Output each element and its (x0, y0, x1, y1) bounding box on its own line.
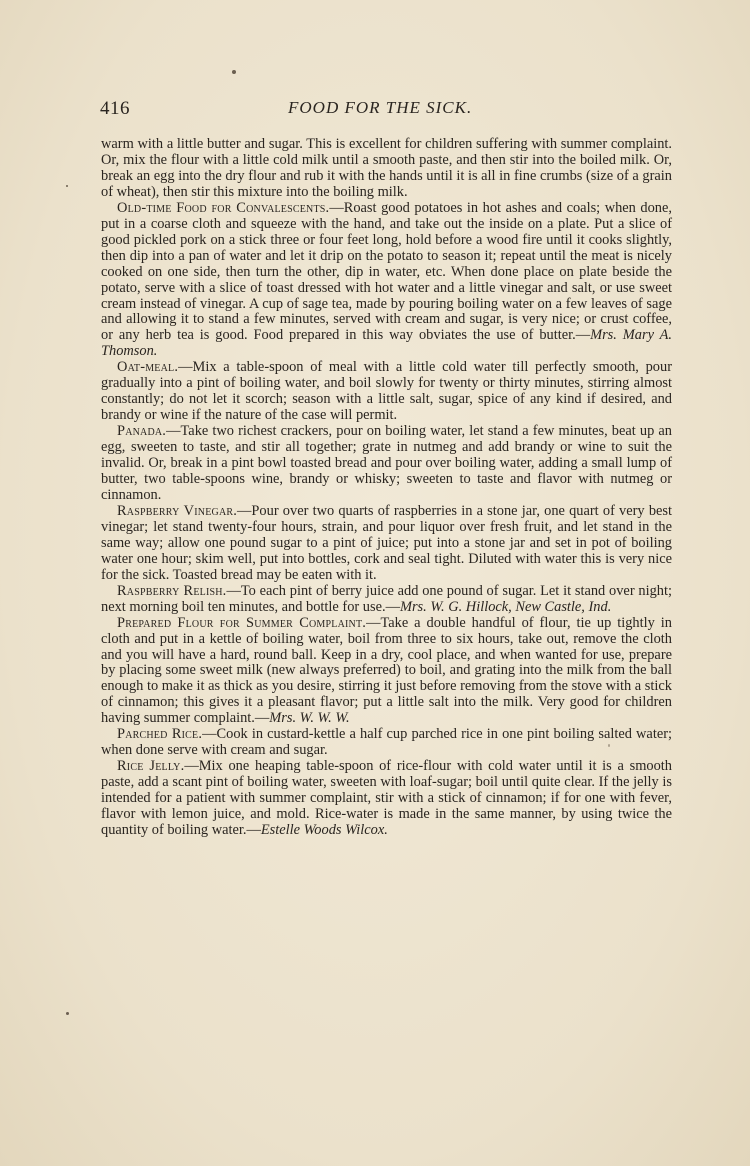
recipe-parched-rice (101, 727, 672, 759)
recipe-text: —Mix one heaping table-spoon of rice-flour with cold water until it is a smooth paste, add a scant pint of boiling water, sweeten with loaf-sugar; boil until quite clear. If the jelly is intended for a patient with summer complaint, stir with a stick of cinnamon; if for one with fever, flavor with lemon juice, and mold. Rice-water is made in the same manner, by using twice the quantity of boiling water.— (101, 758, 672, 838)
recipe-heading: Panada. (117, 423, 167, 440)
recipe-rice-jelly (101, 759, 672, 839)
recipe-text: —Take a double handful of flour, tie up tightly in cloth and put in a kettle of boiling water, boil from three to six hours, take out, remove the cloth and you will have a hard, round ball. Keep in a dry, cool place, and when wanted for use, prepare by placing some sweet milk (new always preferred) to boil, and grating into the milk from the ball enough to make it as thick as you desire, stirring it just before removing from the stove with a stick of cinnamon; this gives it a pleasant flavor; put a little salt into the milk. Very good for children having summer complaint.— (101, 614, 672, 727)
recipe-text: —To each pint of berry juice add one pound of sugar. Let it stand over night; next morning boil ten minutes, and bottle for use.— (101, 582, 672, 615)
running-title: FOOD FOR THE SICK. (288, 98, 473, 117)
recipe-author: Mrs. Mary A. Thomson. (101, 327, 672, 360)
recipe-oat-meal (101, 360, 672, 424)
recipe-author: Estelle Woods Wilcox. (260, 821, 388, 838)
recipe-panada (101, 424, 672, 504)
recipe-raspberry-vinegar (101, 504, 672, 584)
recipe-text: —Mix a table-spoon of meal with a little cold water till perfectly smooth, pour gradually into a pint of boiling water, and boil slowly for twenty or thirty minutes, stirring almost constantly; do not let it scorch; season with a little salt, sugar, spice of any kind if desired, and brandy or wine if the nature of the case will permit. (101, 359, 672, 424)
paper-speck (66, 1012, 69, 1015)
recipe-text: —Cook in custard-kettle a half cup parched rice in one pint boiling salted water; when done serve with cream and sugar. (101, 726, 672, 759)
page-header (100, 98, 672, 122)
page-number: 416 (100, 98, 130, 119)
recipe-heading: Rice Jelly. (117, 758, 185, 775)
recipe-text: —Pour over two quarts of raspberries in a stone jar, one quart of very best vinegar; let stand twenty-four hours, strain, and pour liquor over fresh fruit, and let stand in the same way; allow one pound sugar to a pint of juice; put into a stone jar and set in pot of boiling water one hour; skim well, put into bottles, cork and seal tight. Diluted with water this is very nice for the sick. Toasted bread may be eaten with it. (101, 502, 672, 583)
paragraph-continuation (101, 137, 672, 201)
paper-speck (66, 185, 68, 187)
recipe-author: Mrs. W. G. Hillock, New Castle, Ind. (399, 598, 612, 615)
recipe-heading: Parched Rice. (117, 726, 203, 743)
recipe-heading: Prepared Flour for Summer Complaint. (117, 614, 367, 631)
body-text (101, 137, 672, 839)
paper-speck (232, 70, 236, 74)
recipe-raspberry-relish (101, 584, 672, 616)
recipe-author: Mrs. W. W. W. (269, 710, 350, 727)
recipe-heading: Raspberry Relish. (117, 582, 227, 599)
recipe-prepared-flour (101, 616, 672, 728)
recipe-old-time-food (101, 201, 672, 361)
recipe-text: —Roast good potatoes in hot ashes and coals; when done, put in a coarse cloth and squeeze with the hand, and take out the inside on a plate. Put a slice of good pickled pork on a stick three or four feet long, hold before a wood fire until it cooks slightly, then dip into a pan of water and let it drip on the potato to season it; repeat until the meat is nicely cooked on one side, then turn the other, dip in water, etc. When done place on plate beside the potato, serve with a slice of toast dressed with hot water and a little vinegar and salt, or use sweet cream instead of vinegar. A cup of sage tea, made by pouring boiling water on a few leaves of sage and allowing it to stand a few minutes, served with cream and sugar, is very nice; or crust coffee, or any herb tea is good. Food prepared in this way obviates the use of butter.— (101, 199, 672, 344)
recipe-heading: Raspberry Vinegar. (117, 502, 238, 519)
paper-speck (608, 744, 610, 747)
paragraph-text: warm with a little butter and sugar. This is excellent for children suffering with summer complaint. Or, mix the flour with a little cold milk until a smooth paste, and then stir into the boiled milk. Or, break an egg into the dry flour and rub it with the hands until it is all in fine crumbs (size of a grain of wheat), then stir this mixture into the boiling milk. (101, 136, 672, 200)
recipe-heading: Oat-meal. (117, 359, 179, 376)
recipe-heading: Old-time Food for Convalescents. (117, 199, 330, 216)
recipe-text: —Take two richest crackers, pour on boiling water, let stand a few minutes, beat up an egg, sweeten to taste, and stir all together; grate in nutmeg and add brandy or wine to suit the invalid. Or, break in a pint bowl toasted bread and pour over boiling water, adding a small lump of butter, two table-spoons wine, brandy or whisky; sweeten to taste and flavor with nutmeg or cinnamon. (101, 423, 672, 503)
